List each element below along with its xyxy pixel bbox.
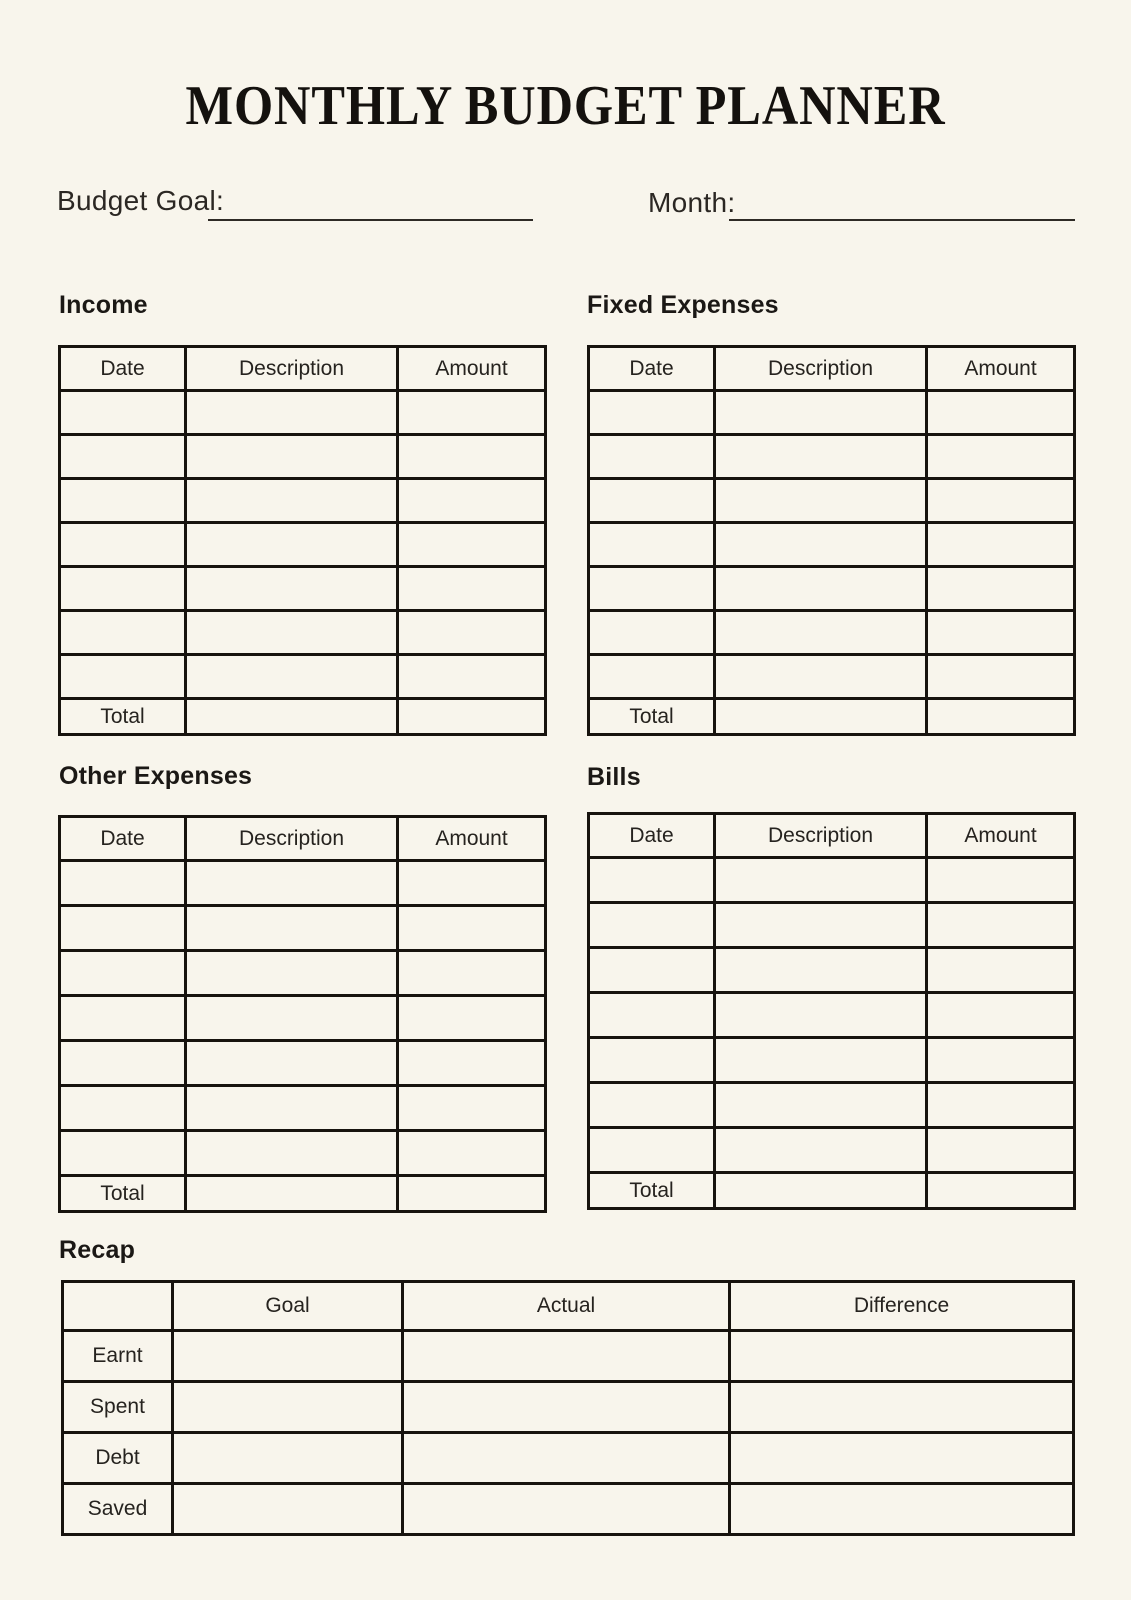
blank-cell[interactable] [715, 903, 927, 948]
blank-cell[interactable] [589, 611, 715, 655]
blank-cell[interactable] [927, 567, 1075, 611]
blank-cell[interactable] [398, 861, 546, 906]
other-expenses-table [58, 815, 547, 1213]
income-heading: Income [59, 291, 148, 319]
total-description-cell[interactable] [186, 699, 398, 735]
amount-column-header: Amount [398, 817, 546, 861]
total-amount-cell[interactable] [398, 699, 546, 735]
entry-row [589, 523, 1075, 567]
blank-cell[interactable] [186, 611, 398, 655]
blank-cell[interactable] [398, 1041, 546, 1086]
blank-cell[interactable] [715, 435, 927, 479]
entry-row [589, 1083, 1075, 1128]
blank-cell[interactable] [927, 948, 1075, 993]
total-label: Total [589, 699, 715, 735]
blank-cell[interactable] [715, 993, 927, 1038]
income-table [58, 345, 547, 736]
total-amount-cell[interactable] [927, 699, 1075, 735]
recap-row-spent [63, 1382, 1074, 1433]
month-label: Month: [648, 187, 736, 218]
recap-row-debt [63, 1433, 1074, 1484]
blank-cell[interactable] [715, 391, 927, 435]
blank-cell[interactable] [186, 861, 398, 906]
entry-row [60, 996, 546, 1041]
blank-cell[interactable] [398, 523, 546, 567]
blank-cell[interactable] [398, 1131, 546, 1176]
budget-goal-input-line[interactable] [208, 219, 533, 221]
goal-cell[interactable] [173, 1484, 403, 1535]
blank-cell[interactable] [186, 523, 398, 567]
blank-cell[interactable] [60, 523, 186, 567]
blank-cell[interactable] [589, 903, 715, 948]
blank-cell[interactable] [589, 391, 715, 435]
blank-cell[interactable] [186, 567, 398, 611]
blank-cell[interactable] [927, 1083, 1075, 1128]
page-title: MONTHLY BUDGET PLANNER [185, 75, 946, 137]
header-row [589, 347, 1075, 391]
entry-row [60, 861, 546, 906]
difference-cell[interactable] [730, 1433, 1074, 1484]
goal-column-header: Goal [173, 1282, 403, 1331]
blank-cell[interactable] [715, 479, 927, 523]
entry-row [589, 391, 1075, 435]
entry-row [589, 903, 1075, 948]
entry-row [589, 858, 1075, 903]
blank-cell[interactable] [715, 1038, 927, 1083]
total-amount-cell[interactable] [927, 1173, 1075, 1209]
date-column-header: Date [60, 347, 186, 391]
blank-cell[interactable] [186, 1086, 398, 1131]
blank-cell[interactable] [60, 861, 186, 906]
entry-row [60, 435, 546, 479]
entry-row [589, 435, 1075, 479]
blank-cell[interactable] [398, 1086, 546, 1131]
entry-row [60, 567, 546, 611]
blank-cell[interactable] [927, 523, 1075, 567]
total-label: Total [589, 1173, 715, 1209]
entry-row [60, 479, 546, 523]
bills-table [587, 812, 1076, 1210]
total-description-cell[interactable] [715, 699, 927, 735]
blank-cell[interactable] [927, 1038, 1075, 1083]
blank-cell[interactable] [398, 951, 546, 996]
blank-cell[interactable] [186, 951, 398, 996]
blank-cell[interactable] [589, 1128, 715, 1173]
blank-cell[interactable] [715, 567, 927, 611]
blank-cell[interactable] [589, 858, 715, 903]
blank-cell[interactable] [60, 479, 186, 523]
blank-cell[interactable] [60, 1086, 186, 1131]
goal-cell[interactable] [173, 1433, 403, 1484]
amount-column-header: Amount [398, 347, 546, 391]
blank-cell[interactable] [186, 1041, 398, 1086]
blank-cell[interactable] [398, 611, 546, 655]
difference-cell[interactable] [730, 1382, 1074, 1433]
total-row [60, 699, 546, 735]
actual-cell[interactable] [403, 1484, 730, 1535]
blank-cell[interactable] [186, 906, 398, 951]
blank-cell[interactable] [398, 435, 546, 479]
blank-cell[interactable] [398, 391, 546, 435]
description-column-header: Description [715, 347, 927, 391]
blank-cell[interactable] [927, 611, 1075, 655]
blank-cell[interactable] [589, 435, 715, 479]
difference-cell[interactable] [730, 1484, 1074, 1535]
blank-cell[interactable] [927, 1128, 1075, 1173]
blank-cell[interactable] [715, 1083, 927, 1128]
blank-cell[interactable] [398, 479, 546, 523]
blank-cell[interactable] [589, 948, 715, 993]
recap-header-row [63, 1282, 1074, 1331]
recap-row-label: Spent [63, 1382, 173, 1433]
total-row [60, 1176, 546, 1212]
goal-cell[interactable] [173, 1331, 403, 1382]
blank-cell[interactable] [715, 611, 927, 655]
blank-cell[interactable] [927, 435, 1075, 479]
blank-cell[interactable] [398, 655, 546, 699]
description-column-header: Description [186, 817, 398, 861]
month-input-line[interactable] [729, 219, 1075, 221]
header-row [60, 817, 546, 861]
entry-row [60, 523, 546, 567]
description-column-header: Description [715, 814, 927, 858]
blank-cell[interactable] [60, 611, 186, 655]
header-row [589, 814, 1075, 858]
entry-row [60, 1131, 546, 1176]
entry-row [589, 567, 1075, 611]
bills-heading: Bills [587, 763, 641, 791]
blank-cell[interactable] [186, 435, 398, 479]
date-column-header: Date [60, 817, 186, 861]
entry-row [589, 611, 1075, 655]
blank-cell[interactable] [715, 655, 927, 699]
fixed-expenses-heading: Fixed Expenses [587, 291, 779, 319]
entry-row [589, 655, 1075, 699]
recap-row-label: Debt [63, 1433, 173, 1484]
blank-cell[interactable] [715, 858, 927, 903]
blank-cell[interactable] [927, 993, 1075, 1038]
blank-cell[interactable] [589, 655, 715, 699]
recap-row-saved [63, 1484, 1074, 1535]
entry-row [589, 479, 1075, 523]
total-description-cell[interactable] [186, 1176, 398, 1212]
entry-row [60, 655, 546, 699]
total-description-cell[interactable] [715, 1173, 927, 1209]
blank-cell[interactable] [60, 951, 186, 996]
blank-cell[interactable] [715, 948, 927, 993]
blank-cell[interactable] [589, 567, 715, 611]
blank-cell[interactable] [186, 996, 398, 1041]
blank-cell[interactable] [927, 391, 1075, 435]
blank-cell[interactable] [60, 1131, 186, 1176]
fixed-expenses-table [587, 345, 1076, 736]
actual-column-header: Actual [403, 1282, 730, 1331]
blank-cell[interactable] [60, 1041, 186, 1086]
goal-cell[interactable] [173, 1382, 403, 1433]
blank-cell[interactable] [186, 479, 398, 523]
total-row [589, 1173, 1075, 1209]
total-label: Total [60, 1176, 186, 1212]
recap-row-label: Earnt [63, 1331, 173, 1382]
blank-cell[interactable] [927, 903, 1075, 948]
recap-table [61, 1280, 1075, 1536]
total-row [589, 699, 1075, 735]
blank-cell[interactable] [60, 435, 186, 479]
budget-goal-label: Budget Goal: [57, 185, 225, 216]
other-expenses-heading: Other Expenses [59, 762, 253, 790]
entry-row [589, 1038, 1075, 1083]
entry-row [60, 951, 546, 996]
blank-cell[interactable] [60, 655, 186, 699]
total-amount-cell[interactable] [398, 1176, 546, 1212]
blank-cell[interactable] [589, 523, 715, 567]
blank-cell[interactable] [927, 858, 1075, 903]
blank-cell[interactable] [927, 479, 1075, 523]
difference-cell[interactable] [730, 1331, 1074, 1382]
actual-cell[interactable] [403, 1382, 730, 1433]
blank-cell[interactable] [589, 479, 715, 523]
difference-column-header: Difference [730, 1282, 1074, 1331]
blank-cell[interactable] [186, 391, 398, 435]
date-column-header: Date [589, 814, 715, 858]
blank-cell[interactable] [398, 996, 546, 1041]
blank-cell[interactable] [715, 523, 927, 567]
entry-row [60, 906, 546, 951]
blank-cell[interactable] [398, 906, 546, 951]
blank-cell[interactable] [60, 567, 186, 611]
blank-cell[interactable] [927, 655, 1075, 699]
entry-row [589, 1128, 1075, 1173]
recap-row-label: Saved [63, 1484, 173, 1535]
blank-cell[interactable] [186, 655, 398, 699]
amount-column-header: Amount [927, 347, 1075, 391]
actual-cell[interactable] [403, 1433, 730, 1484]
blank-cell[interactable] [589, 1083, 715, 1128]
entry-row [60, 611, 546, 655]
recap-corner-cell [63, 1282, 173, 1331]
blank-cell[interactable] [589, 1038, 715, 1083]
blank-cell[interactable] [589, 993, 715, 1038]
actual-cell[interactable] [403, 1331, 730, 1382]
blank-cell[interactable] [60, 906, 186, 951]
amount-column-header: Amount [927, 814, 1075, 858]
entry-row [60, 1086, 546, 1131]
entry-row [589, 993, 1075, 1038]
entry-row [60, 391, 546, 435]
blank-cell[interactable] [60, 996, 186, 1041]
recap-row-earnt [63, 1331, 1074, 1382]
entry-row [60, 1041, 546, 1086]
total-label: Total [60, 699, 186, 735]
recap-heading: Recap [59, 1236, 136, 1264]
entry-row [589, 948, 1075, 993]
date-column-header: Date [589, 347, 715, 391]
description-column-header: Description [186, 347, 398, 391]
header-row [60, 347, 546, 391]
blank-cell[interactable] [186, 1131, 398, 1176]
blank-cell[interactable] [715, 1128, 927, 1173]
blank-cell[interactable] [60, 391, 186, 435]
blank-cell[interactable] [398, 567, 546, 611]
